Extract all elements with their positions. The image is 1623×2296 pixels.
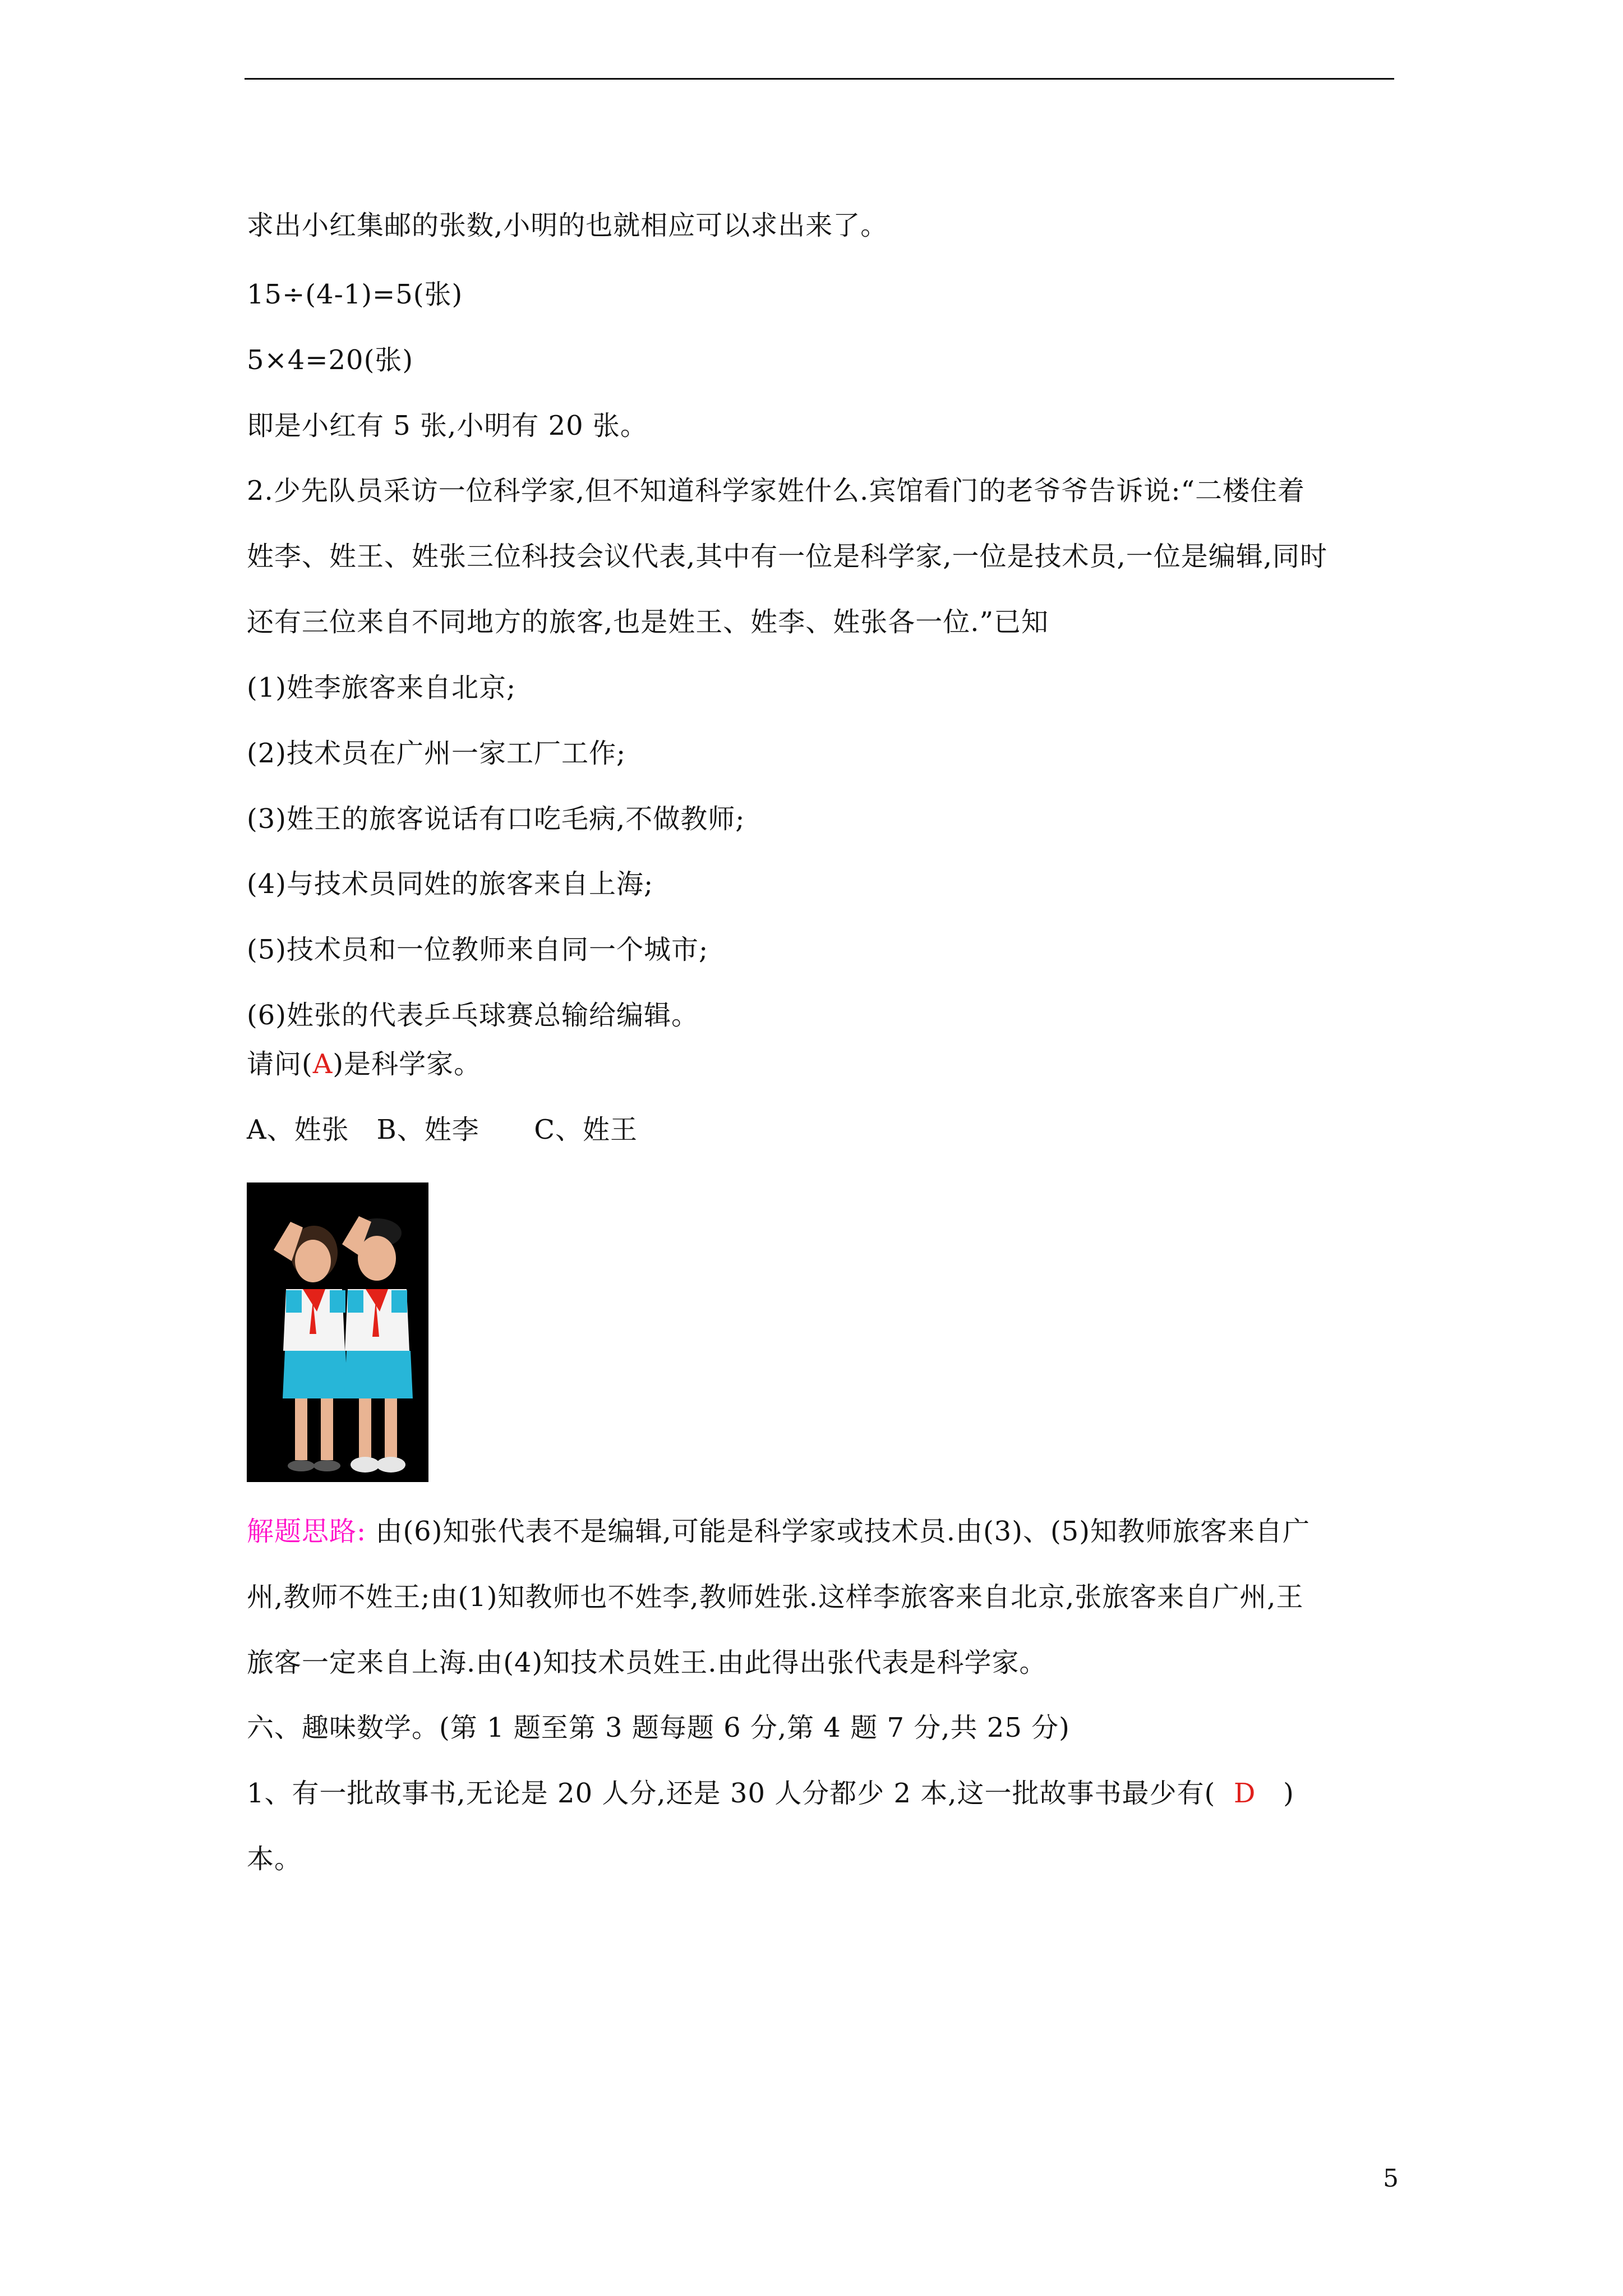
question-ask (247, 1047, 481, 1081)
answer-mark: A (312, 1048, 333, 1080)
section-six-heading: 六、趣味数学。(第 1 题至第 3 题每题 6 分,第 4 题 7 分,共 25 分) (247, 1712, 1070, 1743)
solution-line (247, 1515, 1310, 1548)
solution-text: 由(6)知张代表不是编辑,可能是科学家或技术员.由(3)、(5)知教师旅客来自广 (366, 1516, 1310, 1547)
condition-2: (2)技术员在广州一家工厂工作; (247, 738, 626, 769)
equation-line: 5×4=20(张) (247, 344, 414, 376)
condition-3: (3)姓王的旅客说话有口吃毛病,不做教师; (247, 803, 745, 835)
solution-line: 州,教师不姓王;由(1)知教师也不姓李,教师姓张.这样李旅客来自北京,张旅客来自广州,王 (247, 1581, 1304, 1613)
text-line: 即是小红有 5 张,小明有 20 张。 (247, 410, 648, 441)
question-1 (247, 1777, 1294, 1810)
condition-4: (4)与技术员同姓的旅客来自上海; (247, 868, 654, 900)
question-2-line: 还有三位来自不同地方的旅客,也是姓王、姓李、姓张各一位.”已知 (247, 606, 1049, 638)
condition-6: (6)姓张的代表乒乓球赛总输给编辑。 (247, 1000, 699, 1031)
question-1-continued: 本。 (247, 1843, 302, 1875)
question-2-line: 2.少先队员采访一位科学家,但不知道科学家姓什么.宾馆看门的老爷爷告诉说:“二楼住着 (247, 475, 1306, 507)
condition-1: (1)姓李旅客来自北京; (247, 672, 517, 703)
equation-line: 15÷(4-1)=5(张) (247, 279, 463, 310)
solution-label: 解题思路: (247, 1516, 367, 1547)
header-rule (245, 78, 1394, 80)
question-2-line: 姓李、姓王、姓张三位科技会议代表,其中有一位是科学家,一位是技术员,一位是编辑,同时 (247, 541, 1328, 572)
answer-options: A、姓张 B、姓李 C、姓王 (247, 1114, 638, 1145)
condition-5: (5)技术员和一位教师来自同一个城市; (247, 934, 709, 965)
ask-suffix: )是科学家。 (333, 1048, 482, 1080)
solution-line: 旅客一定来自上海.由(4)知技术员姓王.由此得出张代表是科学家。 (247, 1647, 1047, 1678)
q1-prefix: 1、有一批故事书,无论是 20 人分,还是 30 人分都少 2 本,这一批故事书最少有( (247, 1778, 1234, 1809)
text-line: 求出小红集邮的张数,小明的也就相应可以求出来了。 (247, 210, 888, 241)
answer-mark: D (1233, 1778, 1256, 1809)
q1-suffix: ) (1256, 1778, 1294, 1809)
ask-prefix: 请问( (247, 1048, 313, 1080)
pioneers-photo (247, 1182, 428, 1482)
two-pioneers-saluting-image (247, 1182, 428, 1482)
page-number: 5 (1383, 2164, 1399, 2193)
